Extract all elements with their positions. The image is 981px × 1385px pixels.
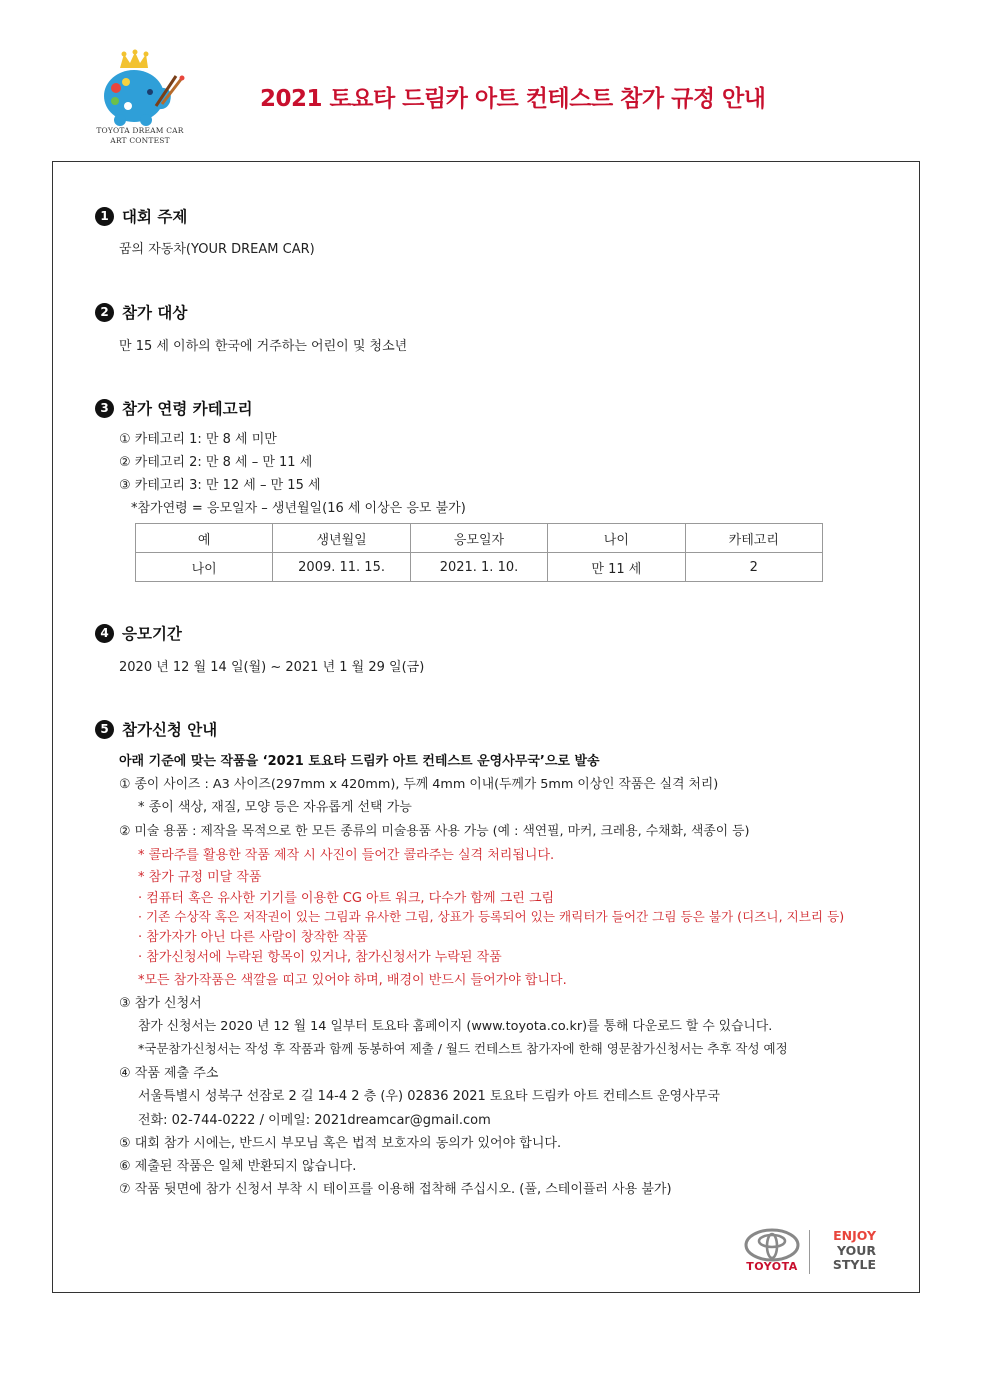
category-item: ③ 카테고리 3: 만 12 세 – 만 15 세 <box>119 478 321 493</box>
table-row <box>136 553 823 582</box>
paper-choice-note: * 종이 색상, 재질, 모양 등은 자유롭게 선택 가능 <box>138 800 412 815</box>
color-background-rule: *모든 참가작품은 색깔을 띠고 있어야 하며, 배경이 반드시 들어가야 합니다. <box>138 973 567 988</box>
section-4-body: 2020 년 12 월 14 일(월) ~ 2021 년 1 월 29 일(금) <box>119 660 425 675</box>
disqualify-item: · 참가자가 아닌 다른 사람이 창작한 작품 <box>138 930 368 945</box>
section-4-title: 응모기간 <box>122 625 182 643</box>
category-item: ② 카테고리 2: 만 8 세 – 만 11 세 <box>119 455 313 470</box>
slogan-line2: YOUR <box>836 1242 876 1258</box>
slogan-line3: STYLE <box>832 1257 876 1272</box>
age-formula-note: *참가연령 = 응모일자 – 생년월일(16 세 이상은 응모 불가) <box>131 501 466 516</box>
table-cell: 2 <box>685 553 822 582</box>
guardian-consent-rule: ⑤ 대회 참가 시에는, 반드시 부모님 혹은 법적 보호자의 동의가 있어야 합니다. <box>119 1136 562 1151</box>
section-number-1: 1 <box>95 207 114 226</box>
table-cell: 나이 <box>136 553 273 582</box>
section-4-heading <box>95 622 182 644</box>
table-cell: 만 11 세 <box>548 553 685 582</box>
disqualify-item: · 컴퓨터 혹은 유사한 기기를 이용한 CG 아트 워크, 다수가 함께 그린 그림 <box>138 891 555 906</box>
section-2-body: 만 15 세 이하의 한국에 거주하는 어린이 및 청소년 <box>119 339 408 354</box>
section-1-title: 대회 주제 <box>122 208 188 226</box>
art-supplies-rule: ② 미술 용품 : 제작을 목적으로 한 모든 종류의 미술용품 사용 가능 (예 : 색연필, 마커, 크레용, 수채화, 색종이 등) <box>119 824 750 839</box>
section-3-title: 참가 연령 카테고리 <box>122 400 253 418</box>
disqualify-heading: * 참가 규정 미달 작품 <box>138 870 262 885</box>
contact-info: 전화: 02-744-0222 / 이메일: 2021dreamcar@gmail.com <box>138 1113 491 1128</box>
section-number-5: 5 <box>95 720 114 739</box>
collage-warning: * 콜라주를 활용한 작품 제작 시 사진이 들어간 콜라주는 실격 처리됩니다. <box>138 848 555 863</box>
submission-address: 서울특별시 성북구 선잠로 2 길 14-4 2 층 (우) 02836 2021 토요타 드림카 아트 컨테스트 운영사무국 <box>138 1089 720 1104</box>
table-header-row <box>136 524 823 553</box>
disqualify-item: · 기존 수상작 혹은 저작권이 있는 그림과 유사한 그림, 상표가 등록되어 있는 캐릭터가 들어간 그림 등은 불가 (디즈니, 지브리 등) <box>138 909 845 924</box>
submission-lead: 아래 기준에 맞는 작품을 ‘2021 토요타 드림카 아트 컨테스트 운영사무국’으로 발송 <box>119 754 600 769</box>
toyota-emblem-icon <box>742 1228 802 1262</box>
toyota-wordmark: TOYOTA <box>746 1260 798 1273</box>
slogan-line1: ENJOY <box>833 1228 876 1243</box>
section-1-body: 꿈의 자동차(YOUR DREAM CAR) <box>119 242 315 257</box>
section-number-4: 4 <box>95 624 114 643</box>
table-header-cell: 응모일자 <box>410 524 547 553</box>
table-header-cell: 예 <box>136 524 273 553</box>
section-5-heading <box>95 718 217 740</box>
page-title: 2021 토요타 드림카 아트 컨테스트 참가 규정 안내 <box>260 86 766 112</box>
application-form-download: 참가 신청서는 2020 년 12 월 14 일부터 토요타 홈페이지 (www.toyota.co.kr)를 통해 다운로드 할 수 있습니다. <box>138 1019 773 1034</box>
table-cell: 2021. 1. 10. <box>410 553 547 582</box>
section-2-title: 참가 대상 <box>122 304 188 322</box>
section-2-heading <box>95 301 187 323</box>
section-number-3: 3 <box>95 399 114 418</box>
table-header-cell: 카테고리 <box>685 524 822 553</box>
table-header-cell: 생년월일 <box>273 524 410 553</box>
enjoy-your-style-slogan <box>818 1229 876 1273</box>
section-3-heading <box>95 397 253 419</box>
section-1-heading <box>95 205 187 227</box>
submission-address-heading: ④ 작품 제출 주소 <box>119 1066 219 1081</box>
paper-size-rule: ① 종이 사이즈 : A3 사이즈(297mm x 420mm), 두께 4mm 이내(두께가 5mm 이상인 작품은 실격 처리) <box>119 777 719 792</box>
disqualify-item: · 참가신청서에 누락된 항목이 있거나, 참가신청서가 누락된 작품 <box>138 950 502 965</box>
logo-caption-line1: TOYOTA DREAM CAR <box>96 126 184 135</box>
section-number-2: 2 <box>95 303 114 322</box>
section-5-title: 참가신청 안내 <box>122 721 218 739</box>
no-return-rule: ⑥ 제출된 작품은 일체 반환되지 않습니다. <box>119 1159 357 1174</box>
table-header-cell: 나이 <box>548 524 685 553</box>
table-cell: 2009. 11. 15. <box>273 553 410 582</box>
tape-attach-rule: ⑦ 작품 뒷면에 참가 신청서 부착 시 테이프를 이용해 접착해 주십시오. (풀, 스테이플러 사용 불가) <box>119 1182 672 1197</box>
application-form-heading: ③ 참가 신청서 <box>119 996 202 1011</box>
footer-divider <box>809 1230 810 1274</box>
logo-caption <box>86 126 194 146</box>
logo-caption-line2: ART CONTEST <box>110 136 170 145</box>
category-item: ① 카테고리 1: 만 8 세 미만 <box>119 432 277 447</box>
application-form-note: *국문참가신청서는 작성 후 작품과 함께 동봉하여 제출 / 월드 컨테스트 참가자에 한해 영문참가신청서는 추후 작성 예정 <box>138 1041 788 1056</box>
age-example-table <box>135 523 823 582</box>
